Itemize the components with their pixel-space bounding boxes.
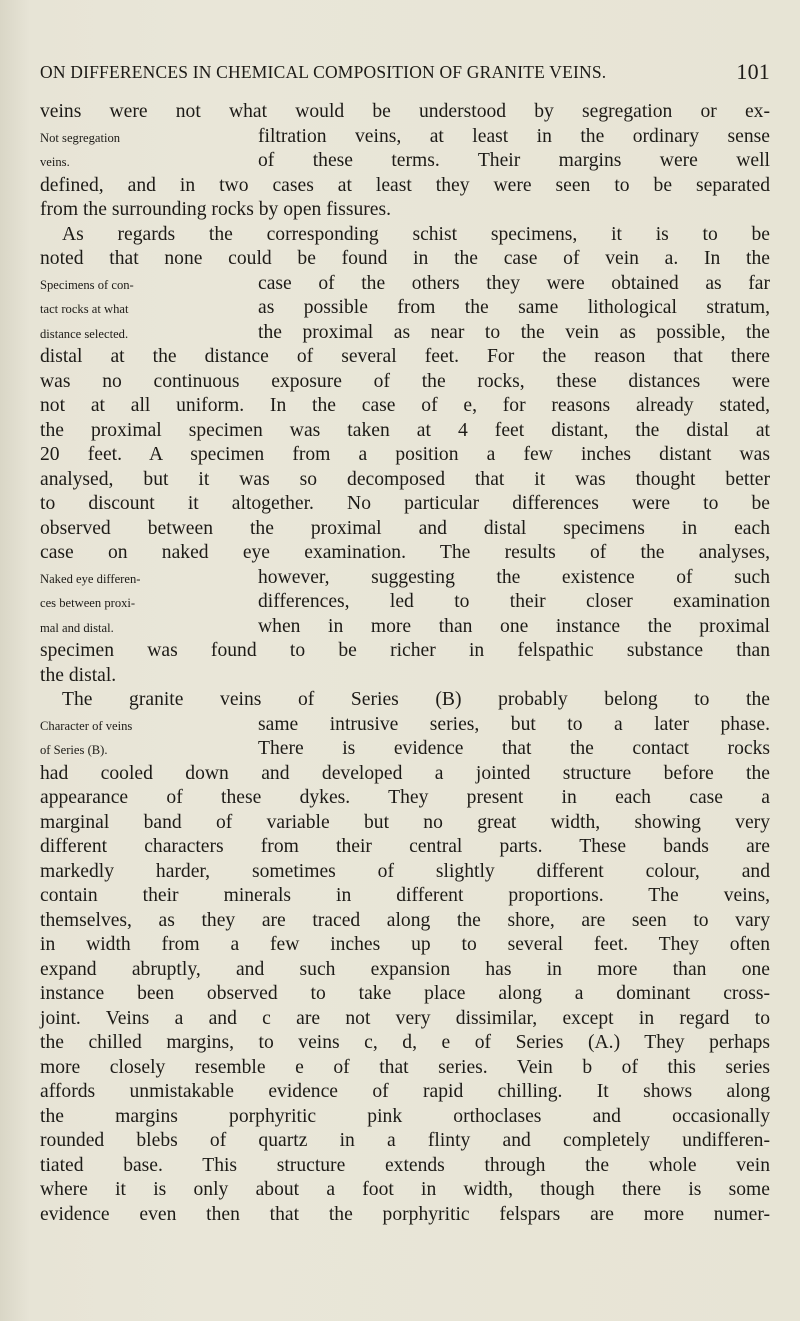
text-line: was no continuous exposure of the rocks, these distances were [40, 370, 770, 392]
text-line: The granite veins of Series (B) probably belong to the [62, 689, 770, 710]
text-line: observed between the proximal and distal specimens in each [40, 517, 770, 539]
text-line: the proximal as near to the vein as possible, the [258, 321, 770, 343]
text-line: when in more than one instance the proximal [258, 615, 770, 637]
text-line: analysed, but it was so decomposed that it was thought better [40, 468, 770, 490]
text-line: markedly harder, sometimes of slightly different colour, and [40, 860, 770, 882]
text-line: evidence even then that the porphyritic felspars are more numer- [40, 1203, 770, 1225]
text-line: the chilled margins, to veins c, d, e of Series (A.) They perhaps [40, 1032, 770, 1053]
text-line: specimen was found to be richer in felspathic substance than [40, 640, 770, 661]
page-number: 101 [736, 59, 770, 84]
text-line: 20 feet. A specimen from a position a few inches distant was [40, 444, 770, 465]
text-line: to discount it altogether. No particular differences were to be [40, 493, 770, 514]
text-line: marginal band of variable but no great width, showing very [40, 811, 770, 833]
text-line: appearance of these dykes. They present in each case a [40, 787, 770, 808]
text-line: from the surrounding rocks by open fissures. [40, 199, 391, 220]
text-line: where it is only about a foot in width, though there is some [40, 1179, 770, 1200]
text-line: in width from a few inches up to several feet. They often [40, 934, 770, 955]
text-line: noted that none could be found in the case of vein a. In the [40, 248, 770, 269]
text-line: differences, led to their closer examination [258, 591, 770, 612]
text-line: filtration veins, at least in the ordinary sense [258, 125, 770, 147]
text-line: There is evidence that the contact rocks [258, 738, 770, 759]
margin-note: veins. [40, 155, 70, 169]
text-line: instance been observed to take place along a dominant cross- [40, 983, 770, 1004]
margin-note: Not segregation [40, 130, 121, 145]
text-line: rounded blebs of quartz in a flinty and completely undifferen- [40, 1130, 770, 1151]
text-line: distal at the distance of several feet. For the reason that there [40, 346, 770, 367]
text-line: of these terms. Their margins were well [258, 150, 770, 171]
margin-note: ces between proxi- [40, 596, 136, 610]
text-line: affords unmistakable evidence of rapid chilling. It shows along [40, 1081, 770, 1102]
margin-note: of Series (B). [40, 743, 108, 757]
text-line: had cooled down and developed a jointed structure before the [40, 762, 770, 784]
text-line: tiated base. This structure extends through the whole vein [40, 1154, 770, 1176]
text-line: case of the others they were obtained as far [258, 272, 770, 294]
text-line: the distal. [40, 664, 117, 686]
margin-note: mal and distal. [40, 620, 114, 635]
text-line: the margins porphyritic pink orthoclases and occasionally [40, 1105, 770, 1127]
text-line: different characters from their central parts. These bands are [40, 836, 770, 857]
text-line: As regards the corresponding schist specimens, it is to be [62, 223, 770, 245]
text-line: joint. Veins a and c are not very dissimilar, except in regard to [40, 1007, 770, 1029]
text-line: case on naked eye examination. The results of the analyses, [40, 542, 770, 563]
margin-note: distance selected. [40, 326, 129, 341]
margin-note: Specimens of con- [40, 277, 134, 292]
margin-note: Character of veins [40, 718, 133, 733]
text-line: same intrusive series, but to a later phase. [258, 713, 770, 735]
margin-note: tact rocks at what [40, 302, 129, 316]
text-line: more closely resemble e of that series. Vein b of this series [40, 1056, 770, 1078]
text-line: not at all uniform. In the case of e, for reasons already stated, [40, 395, 770, 416]
running-title: ON DIFFERENCES IN CHEMICAL COMPOSITION OF GRANITE VEINS. [40, 62, 607, 82]
text-line: contain their minerals in different proportions. The veins, [40, 885, 770, 906]
text-line: veins were not what would be understood by segregation or ex- [40, 101, 770, 122]
text-line: however, suggesting the existence of such [258, 566, 770, 588]
running-header [40, 59, 770, 88]
text-line: expand abruptly, and such expansion has in more than one [40, 958, 770, 980]
margin-note: Naked eye differen- [40, 571, 141, 586]
text-line: as possible from the same lithological stratum, [258, 297, 770, 318]
text-line: themselves, as they are traced along the shore, are seen to vary [40, 909, 770, 931]
text-line: the proximal specimen was taken at 4 feet distant, the distal at [40, 419, 770, 441]
text-line: defined, and in two cases at least they were seen to be separated [40, 174, 770, 196]
